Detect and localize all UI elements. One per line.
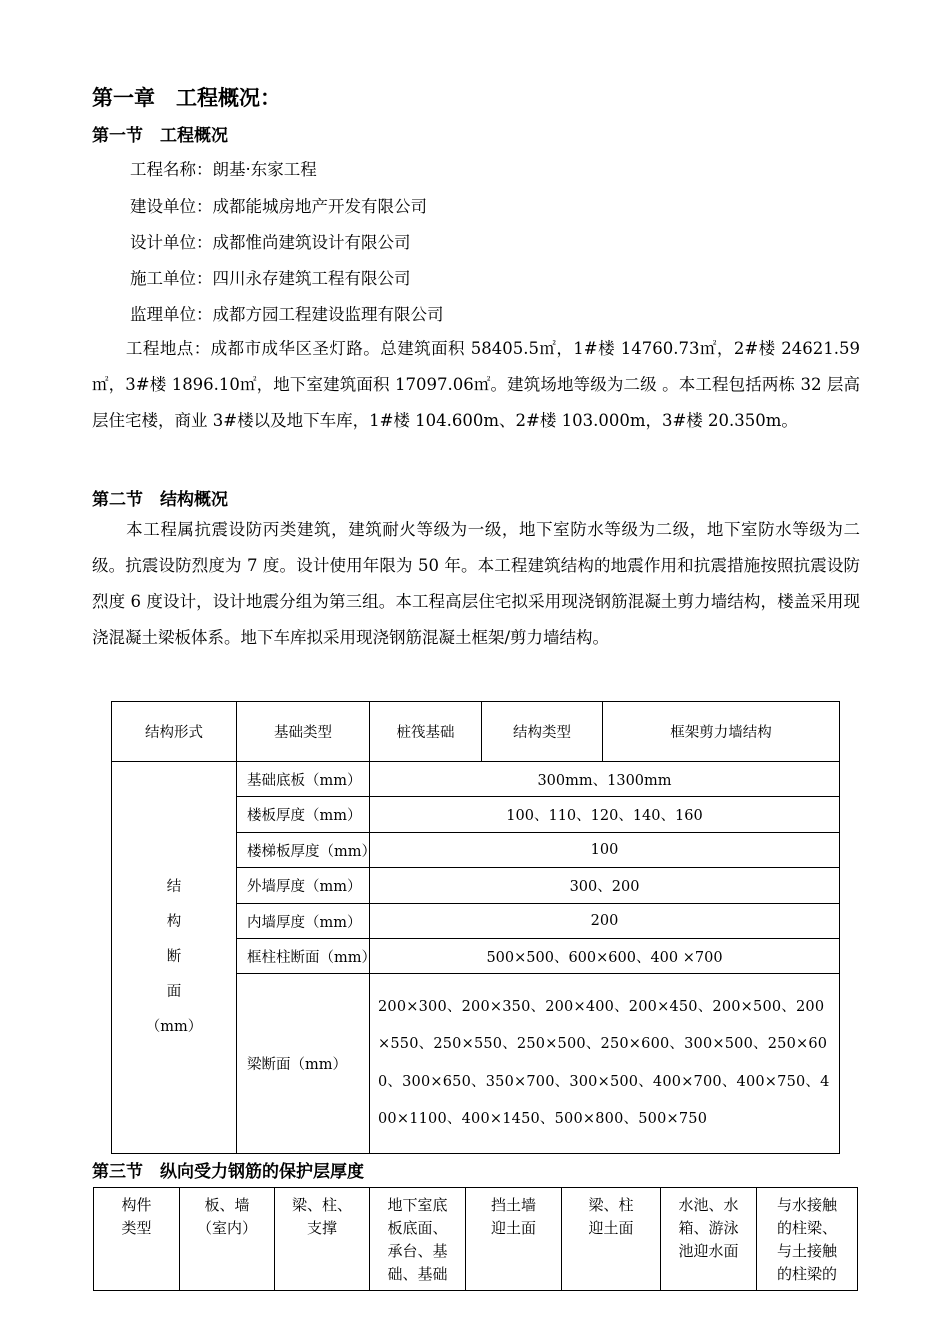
contractor-line: 施工单位：四川永存建筑工程有限公司 [130,269,411,288]
table-cell: 构件 类型 [94,1188,180,1291]
table-cell: 板、墙 （室内） [180,1188,275,1291]
table-cell: 基础类型 [237,702,370,762]
table-cell: 结构类型 [482,702,603,762]
section-title: 第二节 结构概况 [92,490,228,510]
row-label: 楼板厚度（mm） [237,797,370,833]
table-cell: 地下室底 板底面、 承台、基 础、基础 [370,1188,466,1291]
chapter-title: 第一章 工程概况： [92,86,281,110]
table-cell: 梁、柱 迎土面 [562,1188,661,1291]
table-row [94,1188,858,1291]
row-value: 500×500、600×600、400 ×700 [370,939,840,974]
row-value: 300、200 [370,868,840,904]
project-name-line: 工程名称：朗基·东家工程 [130,160,317,179]
table-cell: 挡土墙 迎土面 [466,1188,562,1291]
designer-line: 设计单位：成都惟尚建筑设计有限公司 [130,233,411,252]
location-paragraph: 工程地点：成都市成华区圣灯路。总建筑面积 58405.5㎡，1#楼 14760.73㎡，2#楼 24621.59㎡，3#楼 1896.10㎡，地下室建筑面积 17097.06㎡。建筑场地等级为二级 。本工程包括两栋 32 层高层住宅楼，商业 3#楼以及地下车库，1#楼 104.600m、2#楼 103.000m，3#楼 20.350m。 [92,339,860,430]
table-cell: 桩筏基础 [370,702,482,762]
table-cell: 梁、柱、 支撑 [275,1188,370,1291]
row-label: 楼梯板厚度（mm） [237,833,370,868]
supervisor-line: 监理单位：成都方园工程建设监理有限公司 [130,305,444,324]
table-cell: 与水接触 的柱梁、 与土接触 的柱梁的 [757,1188,858,1291]
table-cell: 结构形式 [112,702,237,762]
side-label-char: 面 [166,984,182,1000]
row-value: 300mm、1300mm [370,762,840,797]
row-value: 200×300、200×350、200×400、200×450、200×500、200×550、250×550、250×500、250×600、300×500、250×600、300×650、350×700、300×500、400×700、400×750、400×1100、400×1450、500×800、500×750 [370,974,840,1154]
row-label: 梁断面（mm） [237,974,370,1154]
table-row [112,762,840,797]
section-title: 第一节 工程概况 [92,126,228,146]
row-value: 100、110、120、140、160 [370,797,840,833]
side-label-char: 构 [166,914,182,930]
side-label-char: 断 [166,949,182,965]
row-label: 基础底板（mm） [237,762,370,797]
table-cell: 水池、水 箱、游泳 池迎水面 [661,1188,757,1291]
table-row [112,702,840,762]
row-label: 框柱柱断面（mm） [237,939,370,974]
side-label-char: （mm） [145,1019,203,1035]
row-value: 200 [370,904,840,939]
side-label [112,762,237,1154]
section-title: 第三节 纵向受力钢筋的保护层厚度 [92,1162,364,1182]
row-label: 内墙厚度（mm） [237,904,370,939]
side-label-char: 结 [166,879,182,895]
cover-table [93,1187,858,1291]
owner-line: 建设单位：成都能城房地产开发有限公司 [130,197,427,216]
table-cell: 框架剪力墙结构 [603,702,840,762]
row-value: 100 [370,833,840,868]
row-label: 外墙厚度（mm） [237,868,370,904]
structure-paragraph: 本工程属抗震设防丙类建筑，建筑耐火等级为一级，地下室防水等级为二级，地下室防水等级为二级。抗震设防烈度为 7 度。设计使用年限为 50 年。本工程建筑结构的地震作用和抗震措施按照抗震设防烈度 6 度设计，设计地震分组为第三组。本工程高层住宅拟采用现浇钢筋混凝土剪力墙结构，楼盖采用现浇混凝土梁板体系。地下车库拟采用现浇钢筋混凝土框架/剪力墙结构。 [92,520,860,647]
structure-table [111,701,840,1154]
